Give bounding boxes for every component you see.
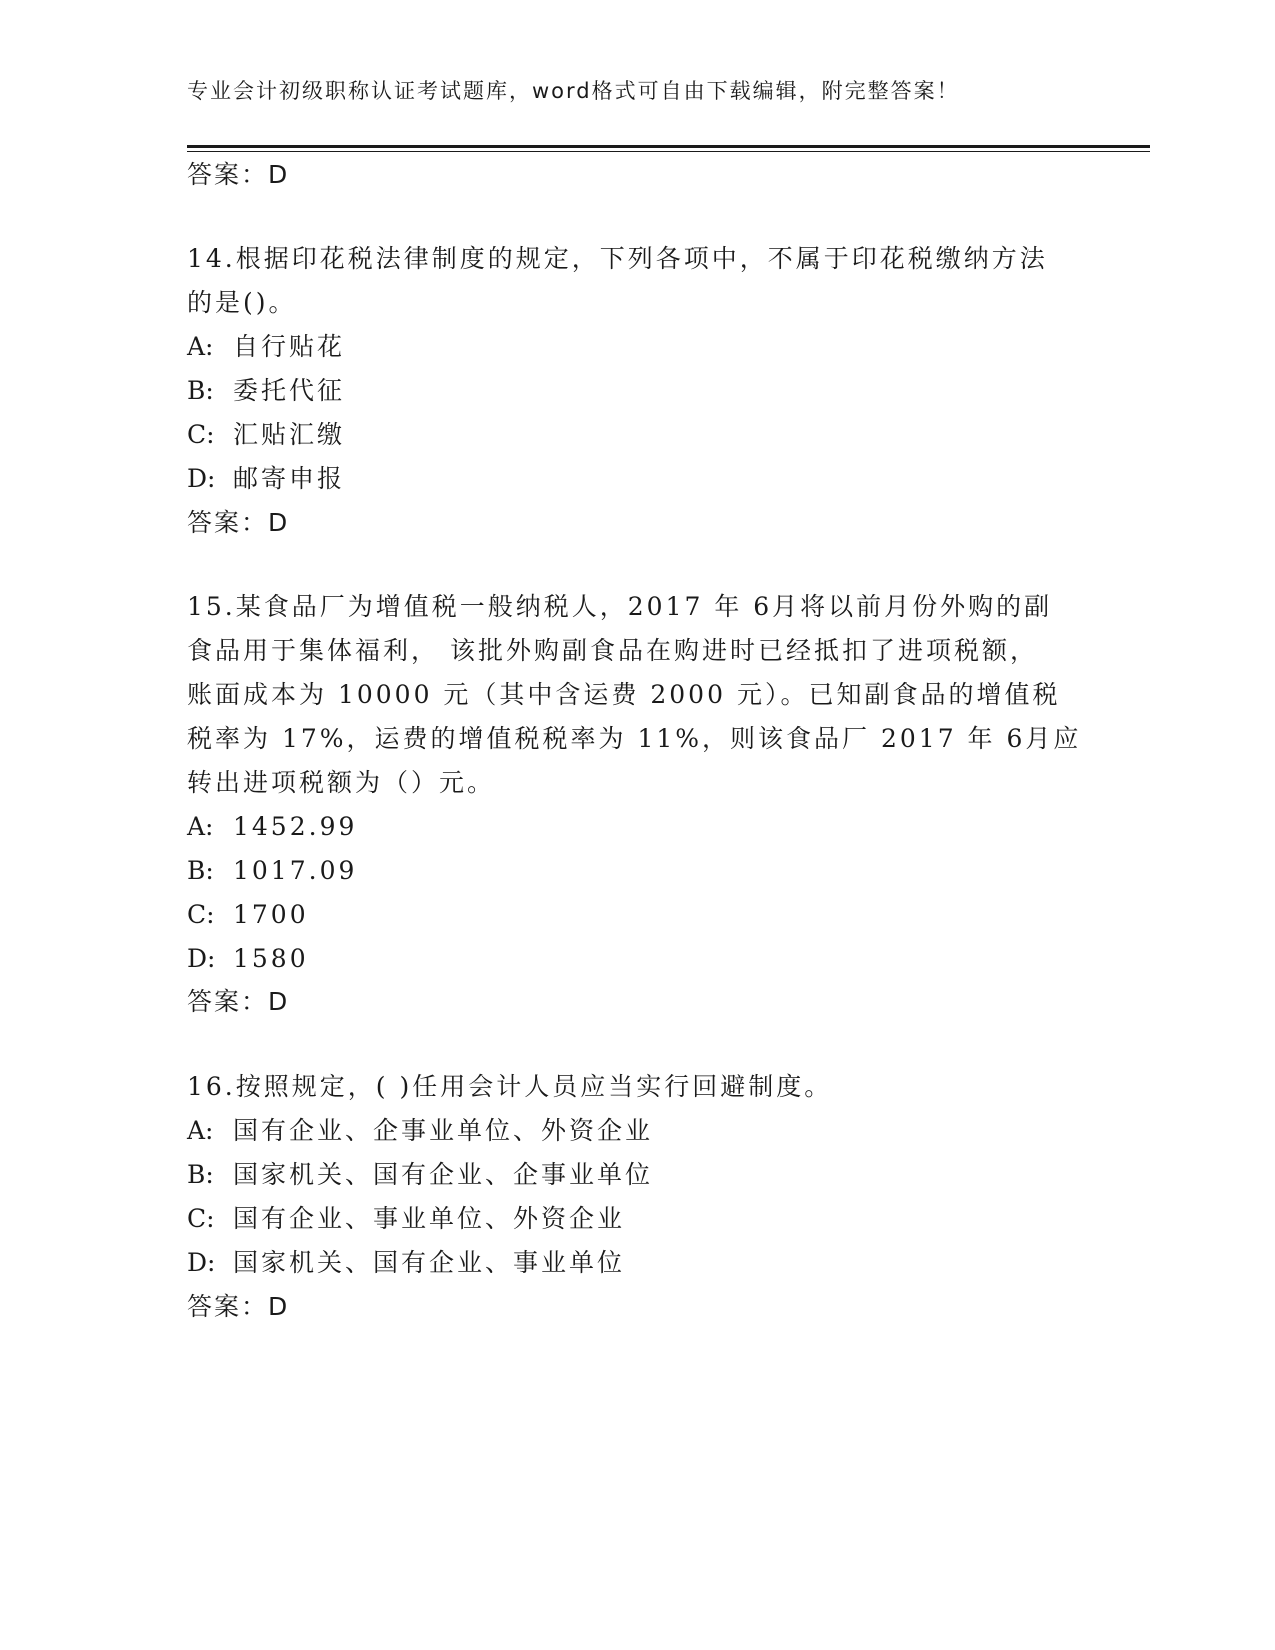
- option-letter: D:: [187, 464, 216, 493]
- option-letter: C:: [187, 900, 215, 929]
- option-d: [187, 462, 345, 496]
- question-stem-line: 食品用于集体福利， 该批外购副食品在购进时已经抵扣了进项税额，: [187, 636, 1038, 665]
- option-text: 1580: [233, 944, 309, 973]
- option-d: [187, 942, 309, 976]
- option-letter: A:: [187, 812, 214, 841]
- option-letter: A:: [187, 1116, 214, 1145]
- answer: 答案：D: [187, 508, 290, 537]
- option-text: 邮寄申报: [233, 464, 346, 493]
- option-letter: B:: [187, 376, 214, 405]
- option-b: [187, 1158, 653, 1192]
- option-c: [187, 898, 309, 932]
- option-letter: B:: [187, 856, 214, 885]
- option-text: 委托代征: [233, 376, 346, 405]
- question-stem-line: 账面成本为 10000 元（其中含运费 2000 元）。已知副食品的增值税: [187, 680, 1061, 709]
- question-stem-line: 14.根据印花税法律制度的规定，下列各项中，不属于印花税缴纳方法: [187, 244, 1048, 273]
- page-header: 专业会计初级职称认证考试题库，word格式可自由下载编辑，附完整答案！: [187, 79, 960, 103]
- option-text: 汇贴汇缴: [233, 420, 346, 449]
- option-text: 国有企业、企事业单位、外资企业: [233, 1116, 654, 1145]
- option-letter: A:: [187, 332, 214, 361]
- option-letter: C:: [187, 1204, 215, 1233]
- question-stem-line: 税率为 17%，运费的增值税税率为 11%，则该食品厂 2017 年 6月应: [187, 724, 1082, 753]
- option-a: [187, 1114, 653, 1148]
- option-text: 1452.99: [233, 812, 358, 841]
- option-letter: C:: [187, 420, 215, 449]
- option-d: [187, 1246, 625, 1280]
- option-letter: D:: [187, 944, 216, 973]
- option-b: [187, 854, 357, 888]
- option-c: [187, 418, 345, 452]
- answer: 答案：D: [187, 987, 290, 1016]
- option-a: [187, 810, 357, 844]
- option-b: [187, 374, 345, 408]
- option-text: 国家机关、国有企业、事业单位: [233, 1248, 626, 1277]
- question-stem-line: 转出进项税额为（）元。: [187, 768, 496, 797]
- question-stem-line: 16.按照规定，( )任用会计人员应当实行回避制度。: [187, 1072, 833, 1101]
- option-text: 1700: [233, 900, 309, 929]
- option-text: 国有企业、事业单位、外资企业: [233, 1204, 626, 1233]
- option-c: [187, 1202, 625, 1236]
- option-a: [187, 330, 345, 364]
- option-text: 1017.09: [233, 856, 358, 885]
- header-rule-thin: [187, 151, 1150, 152]
- answer: 答案：D: [187, 1292, 290, 1321]
- option-letter: D:: [187, 1248, 216, 1277]
- prev-answer: 答案：D: [187, 160, 290, 189]
- header-rule-thick: [187, 145, 1150, 148]
- option-letter: B:: [187, 1160, 214, 1189]
- option-text: 国家机关、国有企业、企事业单位: [233, 1160, 654, 1189]
- question-stem-line: 15.某食品厂为增值税一般纳税人，2017 年 6月将以前月份外购的副: [187, 592, 1053, 621]
- question-stem-line: 的是()。: [187, 288, 297, 317]
- option-text: 自行贴花: [233, 332, 346, 361]
